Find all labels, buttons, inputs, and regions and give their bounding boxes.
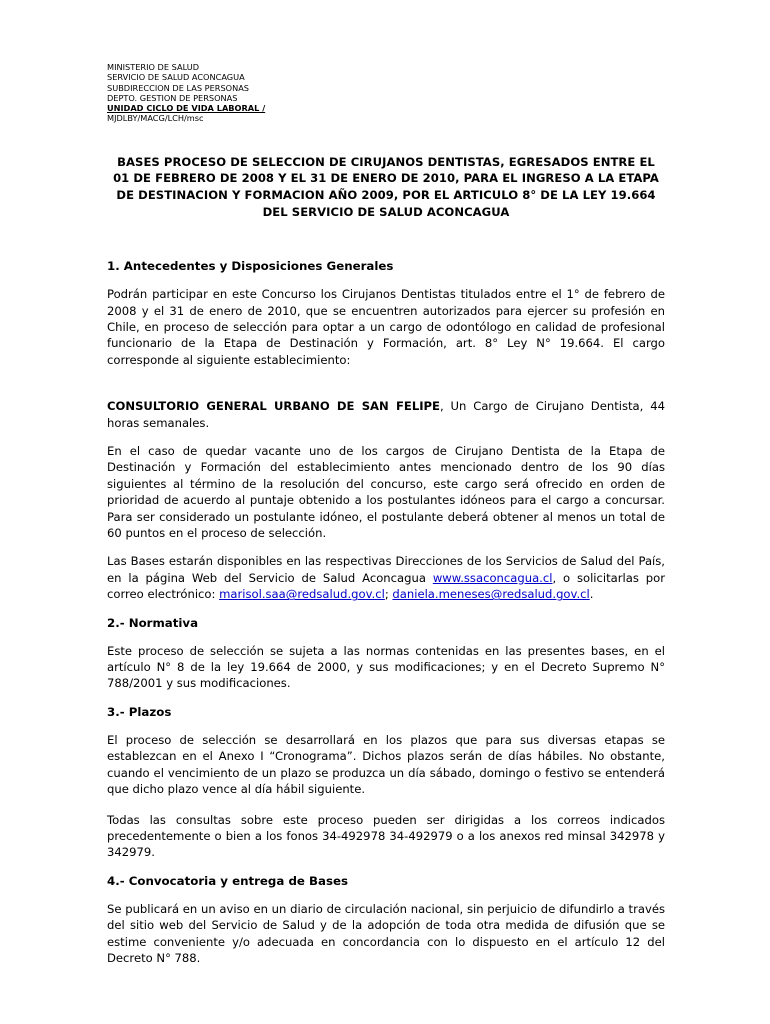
document-title: BASES PROCESO DE SELECCION DE CIRUJANOS DENTISTAS, EGRESADOS ENTRE EL 01 DE FEBRERO DE 2008 Y EL 31 DE ENERO DE 2010, PARA EL INGRESO A LA ETAPA DE DESTINACION Y FORMACION AÑO 2009, POR EL ARTICULO 8° DE LA LEY 19.664 DEL SERVICIO DE SALUD ACONCAGUA bbox=[113, 154, 659, 219]
section-1-paragraph-3: En el caso de quedar vacante uno de los cargos de Cirujano Dentista de la Etapa de Destinación y Formación del establecimiento antes mencionado dentro de los 90 días siguientes al término de la resolución del concurso, este cargo será ofrecido en orden de prioridad de acuerdo al puntaje obtenido a los postulantes idóneos para el cargo a concursar. Para ser considerado un postulante idóneo, el postulante deberá obtener al menos un total de 60 puntos en el proceso de selección. bbox=[107, 444, 665, 541]
bases-text-d: . bbox=[589, 587, 594, 602]
header-subdirection: SUBDIRECCION DE LAS PERSONAS bbox=[107, 82, 250, 93]
bases-text-c: ; bbox=[384, 587, 393, 602]
header-ministry: MINISTERIO DE SALUD bbox=[107, 62, 200, 72]
section-3-paragraph-1: El proceso de selección se desarrollará en los plazos que para sus diversas etapas se establezcan en el Anexo I “Cronograma”. Dichos plazos serán de días hábiles. No obstante, cuando el vencimiento de un plazo se produzca un día sábado, domingo o festivo se entenderá que dicho plazo vence al día hábil siguiente. bbox=[107, 732, 665, 797]
document-page bbox=[107, 62, 665, 966]
establishment-detail: , Un Cargo de Cirujano Dentista, 44 horas semanales. bbox=[107, 399, 665, 430]
header-reference: MJDLBY/MACG/LCH/msc bbox=[107, 113, 204, 124]
section-1-paragraph-2 bbox=[107, 398, 665, 431]
section-3-paragraph-2: Todas las consultas sobre este proceso pueden ser dirigidas a los correos indicados precedentemente o bien a los fonos 34-492978 34-492979 o a los anexos red minsal 342978 y 342979. bbox=[107, 812, 665, 860]
establishment-name: CONSULTORIO GENERAL URBANO DE SAN FELIPE bbox=[107, 399, 440, 414]
header-service: SERVICIO DE SALUD ACONCAGUA bbox=[107, 72, 245, 83]
letterhead bbox=[107, 62, 665, 124]
section-4-heading: 4.- Convocatoria y entrega de Bases bbox=[107, 873, 348, 888]
section-2-paragraph-1: Este proceso de selección se sujeta a las normas contenidas en las presentes bases, en el artículo N° 8 de la ley 19.664 de 2000, y sus modificaciones; y en el Decreto Supremo N° 788/2001 y sus modificaciones. bbox=[107, 643, 665, 691]
website-link[interactable]: www.ssaconcagua.cl bbox=[432, 570, 553, 585]
section-1-paragraph-1: Podrán participar en este Concurso los Cirujanos Dentistas titulados entre el 1° de febrero de 2008 y el 31 de enero de 2010, que se encuentren autorizados para ejercer su profesión en Chile, en proceso de selección para optar a un cargo de odontólogo en calidad de profesional funcionario de la Etapa de Destinación y Formación, art. 8° Ley N° 19.664. El cargo corresponde al siguiente establecimiento: bbox=[107, 287, 665, 367]
section-3-heading: 3.- Plazos bbox=[107, 704, 172, 719]
email-link-daniela[interactable]: daniela.meneses@redsalud.gov.cl bbox=[392, 587, 590, 602]
header-unit: UNIDAD CICLO DE VIDA LABORAL / bbox=[107, 103, 266, 114]
bases-text-a: Las Bases estarán disponibles en las respectivas Direcciones de los Servicios de Salud del País, en la página Web del Servicio de Salud Aconcagua bbox=[107, 554, 665, 585]
email-link-marisol[interactable]: marisol.saa@redsalud.gov.cl bbox=[219, 587, 385, 602]
bases-text-b: , o solicitarlas por correo electrónico: bbox=[107, 570, 665, 602]
section-2-heading: 2.- Normativa bbox=[107, 615, 199, 630]
section-4-paragraph-1: Se publicará en un aviso en un diario de circulación nacional, sin perjuicio de difundirlo a través del sitio web del Servicio de Salud y de la adopción de toda otra medida de difusión que se estime conveniente y/o adecuada en concordancia con lo dispuesto en el artículo 12 del Decreto N° 788. bbox=[107, 901, 665, 965]
header-department: DEPTO. GESTION DE PERSONAS bbox=[107, 92, 238, 103]
section-1-paragraph-4 bbox=[107, 553, 665, 602]
section-1-heading: 1. Antecedentes y Disposiciones Generales bbox=[107, 259, 394, 274]
